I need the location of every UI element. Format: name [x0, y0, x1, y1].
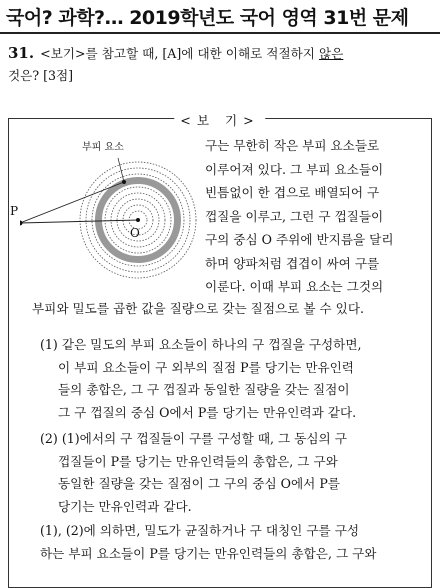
text-line: 동일한 질량을 갖는 질점이 그 구의 중심 O에서 P를: [58, 476, 340, 491]
text-line: 당기는 만유인력과 같다.: [58, 498, 192, 514]
question-text-line2: 것은? [3점]: [8, 68, 74, 83]
volume-element-dot: [122, 180, 126, 184]
reference-box-title: <보 기>: [174, 110, 265, 129]
text-line: (1) 같은 밀도의 부피 요소들이 하나의 구 껍질을 구성하면,: [40, 337, 362, 352]
text-line: 하는 부피 요소들이 P를 당기는 만유인력들의 총합은, 그 구와: [40, 545, 377, 561]
text-line: 껍질들이 P를 당기는 만유인력들의 총합은, 그 구와: [58, 453, 338, 469]
text-line: 들의 총합은, 그 구 껍질과 동일한 질량을 갖는 질점이: [58, 382, 350, 397]
text-line: (1), (2)에 의하면, 밀도가 균질하거나 구 대칭인 구를 구성: [40, 523, 360, 538]
center-o-dot: [136, 218, 140, 222]
point-p-dot: [20, 221, 23, 226]
question-emphasis: 않은: [319, 46, 344, 61]
text-line: 하며 양파처럼 겹겹이 싸여 구를: [205, 255, 380, 271]
sphere-diagram: [20, 138, 200, 298]
text-line: 구는 무한히 작은 부피 요소들로: [205, 138, 380, 153]
condition-item-2: [40, 428, 424, 518]
text-line: 빈틈없이 한 겹으로 배열되어 구: [205, 185, 380, 200]
text-line: (2) (1)에서의 구 껍질들이 구를 구성할 때, 그 동심의 구: [40, 431, 347, 446]
text-line: 구의 중심 O 주위에 반지름을 달리: [205, 232, 394, 247]
page-banner-title: 국어? 과학?… 2019학년도 국어 영역 31번 문제: [0, 0, 440, 34]
condition-item-1: [40, 334, 424, 424]
text-line: 이루어져 있다. 그 부피 요소들이: [205, 161, 384, 177]
label-center-o: O: [130, 226, 140, 240]
text-line: 그 구 껍질의 중심 O에서 P를 당기는 만유인력과 같다.: [58, 404, 357, 420]
question-number: 31.: [8, 44, 35, 62]
question-header: [8, 42, 433, 87]
intro-paragraph-full: 부피와 밀도를 곱한 값을 질량으로 갖는 질점으로 볼 수 있다.: [32, 301, 365, 316]
text-line: 이룬다. 이때 부피 요소는 그것의: [205, 279, 384, 294]
text-line: 껍질을 이루고, 그런 구 껍질들이: [205, 208, 384, 224]
sphere-shells-figure: [10, 138, 200, 298]
conclusion-paragraph: [40, 520, 424, 565]
label-volume-element: 부피 요소: [82, 142, 124, 153]
intro-paragraph-right: [205, 134, 417, 299]
text-line: 이 부피 요소들이 구 외부의 질점 P를 당기는 만유인력: [58, 359, 354, 375]
question-text-line1: <보기>를 참고할 때, [A]에 대한 이해로 적절하지: [40, 46, 315, 61]
label-point-p: P: [10, 204, 19, 218]
